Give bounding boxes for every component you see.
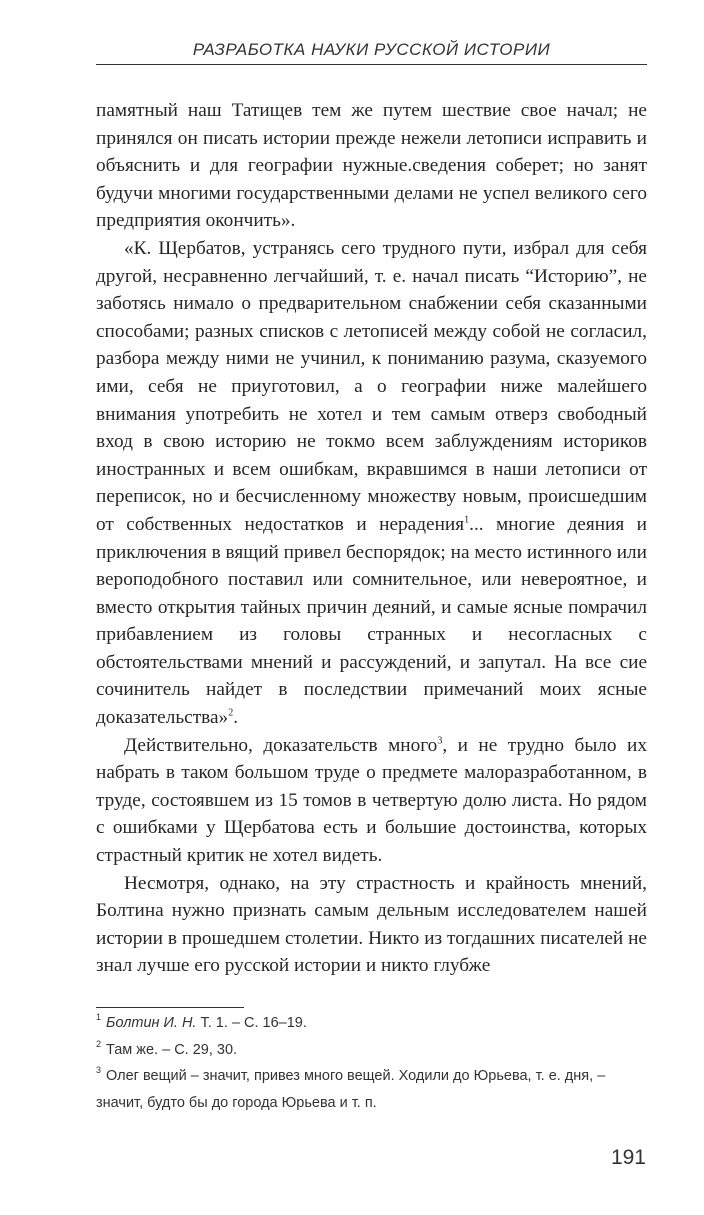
running-header: РАЗРАБОТКА НАУКИ РУССКОЙ ИСТОРИИ [192,40,551,59]
footnote-ref-1: 1 [464,514,470,526]
footnote-rule [96,1007,244,1008]
footnote-number: 1 [96,1012,102,1023]
main-text [96,97,647,980]
footnote-ref-3: 3 [437,735,443,747]
paragraph-4: Несмотря, однако, на эту страстность и крайность мнений, Болтина нужно признать самым дельным исследователем нашей истории в прошедшем столетии. Никто из тогдашних писателей не знал лучше его русской истории и никто глубже [96,872,647,977]
paragraph-3-part-1: Действительно, доказательств много [124,734,438,756]
header-rule [96,64,647,65]
paragraph-2-end: . [233,707,239,729]
footnote-ref-2: 2 [228,707,234,719]
footnote-text: Олег вещий – значит, привез много вещей. Ходили до Юрьева, т. е. дня, – значит, будто бы до города Юрьева и т. п. [96,1068,606,1111]
footnote-number: 3 [96,1065,102,1076]
paragraph-2-part-2: ... многие деяния и приключения в вящий привел беспорядок; на место истинного или вероподобного поставил или сомнительное, или невероятное, и вместо открытия тайных причин деяний, и самые ясные помрачил прибавлением из головы странных и несогласных с обстоятельствами мнений и рассуждений, и запутал. На все сие сочинитель найдет в последствии примечаний моих ясные доказательства» [96,513,647,729]
paragraph-2-part-1: «К. Щербатов, устранясь сего трудного пути, избрал для себя другой, несравненно легчайший, т. е. начал писать “Историю”, не заботясь нимало о предварительном снабжении себя сказанными способами; разных списков с летописей между собой не согласил, разбора между ними не учинил, к пониманию разума, сказуемого ими, себя не приуготовил, а о географии ниже малейшего внимания употребить не хотел и тем самым отверз свободный вход в свою историю не токмо всем заблуждениям историков иностранных и всем ошибкам, вкравшимся в наши летописи от переписок, но и бесчисленному множеству новым, происшедшим от собственных недостатков и нерадения [96,237,647,535]
paragraph-1: памятный наш Татищев тем же путем шествие свое начал; не принялся он писать истории прежде нежели летописи исправить и объяснить и для географии нужные.сведения соберет; но занят будучи многими государственными делами не успел великого сего предприятия окончить». [96,100,647,232]
page-number: 191 [610,1146,646,1169]
paragraph-2 [96,235,647,732]
paragraph-3 [96,732,647,870]
paragraph-3-part-2: , и не трудно было их набрать в таком большом труде о предмете малоразработанном, в труде, состоявшем из 15 томов в четвертую долю листа. Но рядом с ошибками у Щербатова есть и большие достоинства, которых страстный критик не хотел видеть. [96,734,647,867]
footnote-text: Т. 1. – С. 16–19. [196,1015,307,1031]
footnote-1 [96,1010,647,1037]
footnote-number: 2 [96,1038,102,1049]
footnote-author: Болтин И. Н. [106,1015,197,1031]
footnote-text: Там же. – С. 29, 30. [106,1041,238,1058]
footnote-2 [96,1037,647,1064]
footnotes [96,1010,647,1116]
footnote-3 [96,1063,647,1116]
